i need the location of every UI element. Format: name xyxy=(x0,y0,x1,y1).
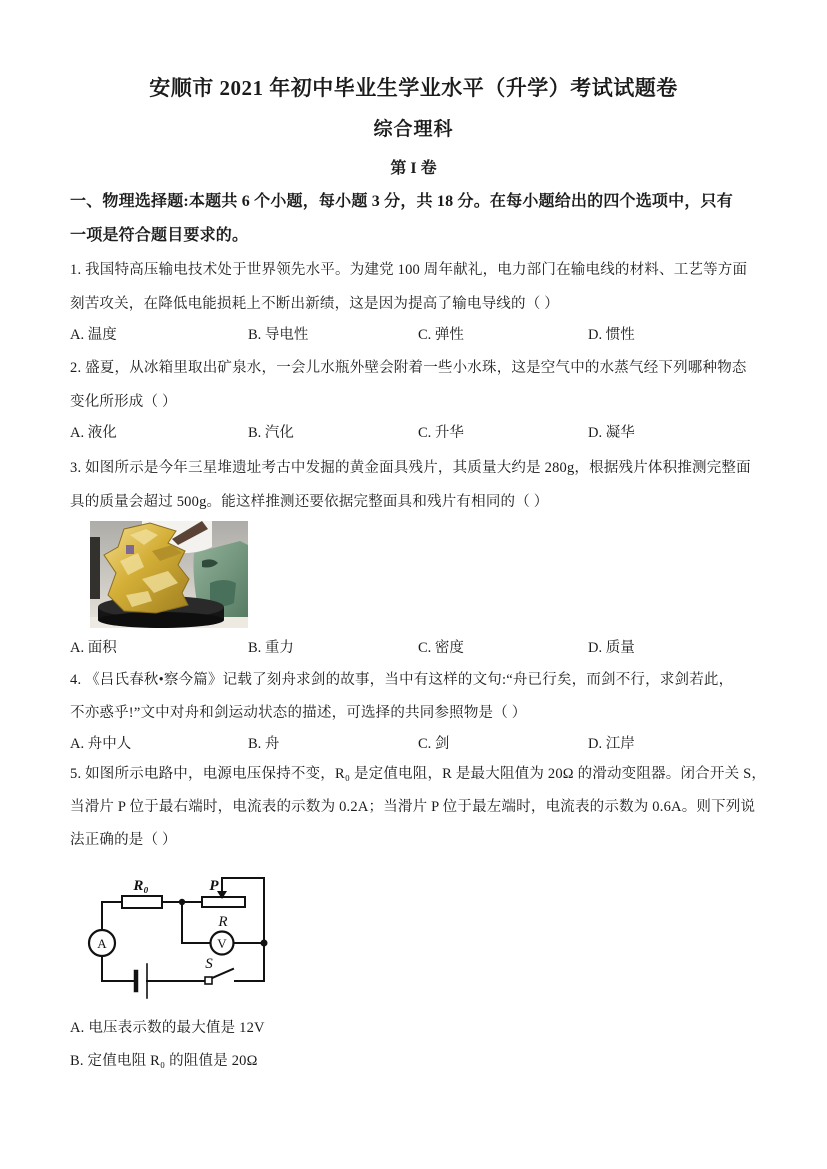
question-4-option-b: B. 舟 xyxy=(248,736,280,752)
question-3-option-d: D. 质量 xyxy=(588,640,635,656)
part-title: 第 I 卷 xyxy=(390,160,437,177)
question-3-option-b: B. 重力 xyxy=(248,640,294,656)
question-5-line-3: 法正确的是（ ） xyxy=(70,832,177,848)
voltmeter-label: V xyxy=(217,936,227,951)
rheostat-r-label: R xyxy=(218,914,228,930)
question-3-option-c: C. 密度 xyxy=(418,640,464,656)
question-4-option-c: C. 剑 xyxy=(418,736,450,752)
question-4-option-d: D. 江岸 xyxy=(588,736,635,752)
question-3-options xyxy=(70,636,760,656)
question-1-option-a: A. 温度 xyxy=(70,327,117,343)
question-5-option-a: A. 电压表示数的最大值是 12V xyxy=(70,1020,265,1036)
question-5-line-2: 当滑片 P 位于最右端时，电流表的示数为 0.2A；当滑片 P 位于最左端时，电流表的示数为 0.6A。则下列说 xyxy=(70,799,756,815)
question-1-options xyxy=(70,323,760,343)
dark-left-figure xyxy=(90,537,100,599)
question-2-option-a: A. 液化 xyxy=(70,425,117,441)
question-2-option-c: C. 升华 xyxy=(418,425,464,441)
junction-dot-right xyxy=(261,940,268,947)
question-5-option-b: B. 定值电阻 R₀ 的阻值是 20Ω xyxy=(70,1053,258,1069)
question-2-option-d: D. 凝华 xyxy=(588,425,635,441)
subject-title: 综合理科 xyxy=(373,119,454,140)
slider-p-label: P xyxy=(209,878,219,894)
question-1-option-c: C. 弹性 xyxy=(418,327,464,343)
question-2-line-2: 变化所形成（ ） xyxy=(70,394,177,410)
circuit-diagram xyxy=(75,866,295,1011)
question-5-line-1: 5. 如图所示电路中，电源电压保持不变，R₀ 是定值电阻，R 是最大阻值为 20Ω 的滑动变阻器。闭合开关 S， xyxy=(70,766,767,782)
section-heading-line-1: 一、物理选择题:本题共 6 个小题，每小题 3 分，共 18 分。在每小题给出的四个选项中，只有 xyxy=(70,193,733,210)
question-1-line-2: 刻苦攻关，在降低电能损耗上不断出新绩，这是因为提高了输电导线的（ ） xyxy=(70,296,559,312)
question-4-options xyxy=(70,732,760,752)
section-heading-line-2: 一项是符合题目要求的。 xyxy=(70,227,249,244)
question-2-options xyxy=(70,421,760,441)
question-2-option-b: B. 汽化 xyxy=(248,425,294,441)
switch-lever xyxy=(212,969,233,978)
resistor-r0-label: R₀ xyxy=(133,878,149,894)
question-2-line-1: 2. 盛夏，从冰箱里取出矿泉水，一会儿水瓶外壁会附着一些小水珠，这是空气中的水蒸气经下列哪种物态 xyxy=(70,360,747,376)
switch-s-label: S xyxy=(205,956,213,972)
specimen-sticker xyxy=(126,545,134,554)
question-3-line-2: 具的质量会超过 500g。能这样推测还要依据完整面具和残片有相同的（ ） xyxy=(70,494,549,510)
question-3-option-a: A. 面积 xyxy=(70,640,117,656)
gold-mask-photo xyxy=(90,521,248,628)
switch-contact xyxy=(205,977,212,984)
question-1-option-b: B. 导电性 xyxy=(248,327,309,343)
question-4-line-2: 不亦惑乎!”文中对舟和剑运动状态的描述，可选择的共同参照物是（ ） xyxy=(70,705,527,721)
rheostat xyxy=(202,897,245,907)
page-title: 安顺市 2021 年初中毕业生学业水平（升学）考试试题卷 xyxy=(149,76,678,100)
question-1-line-1: 1. 我国特高压输电技术处于世界领先水平。为建党 100 周年献礼，电力部门在输电线的材料、工艺等方面 xyxy=(70,262,748,278)
question-1-option-d: D. 惯性 xyxy=(588,327,635,343)
resistor-r0 xyxy=(122,896,162,908)
question-4-line-1: 4. 《吕氏春秋•察今篇》记载了刻舟求剑的故事，当中有这样的文句:“舟已行矣，而剑不行，求剑若此， xyxy=(70,672,734,688)
wire-right xyxy=(222,878,264,981)
question-4-option-a: A. 舟中人 xyxy=(70,736,132,752)
junction-dot-top xyxy=(179,899,185,905)
question-3-line-1: 3. 如图所示是今年三星堆遗址考古中发掘的黄金面具残片，其质量大约是 280g，根据残片体积推测完整面 xyxy=(70,460,751,476)
ammeter-label: A xyxy=(97,936,107,951)
